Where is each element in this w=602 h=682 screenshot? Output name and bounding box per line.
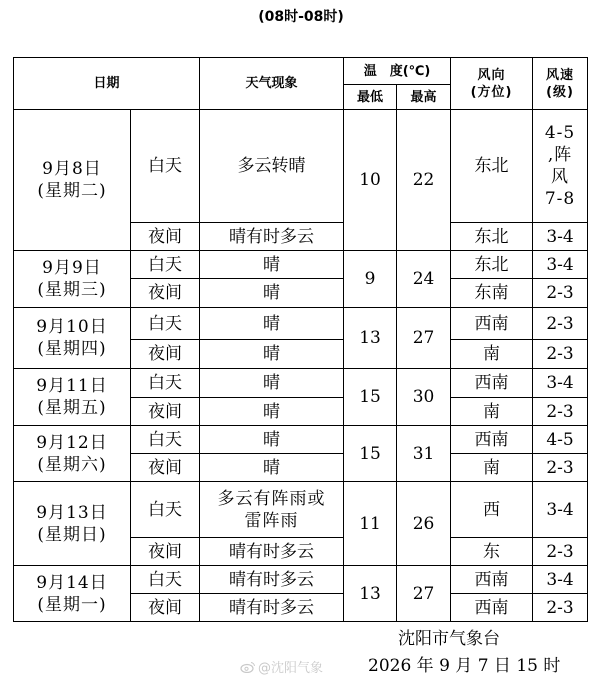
weather-cell: 晴 [200,369,344,398]
date-cell [14,110,131,251]
wind-direction-cell: 东南 [451,279,533,308]
wind-speed-cell: 2-3 [533,454,588,482]
header-wind-direction [451,58,533,110]
wind-speed-line: 7-8 [544,189,576,209]
period-cell: 夜间 [131,340,200,369]
wind-direction-cell: 东 [451,538,533,566]
watermark [240,657,323,676]
period-cell: 夜间 [131,398,200,426]
weekday-text: (星期日) [37,524,107,545]
temp-min-cell: 15 [344,369,397,426]
wind-speed-cell: 2-3 [533,398,588,426]
table-row [14,566,588,594]
wind-direction-cell: 南 [451,340,533,369]
weather-cell: 晴有时多云 [200,594,344,622]
weather-cell: 晴有时多云 [200,538,344,566]
wind-speed-cell [533,110,588,223]
temp-min-cell: 9 [344,251,397,308]
wind-speed-line: 风 [551,167,570,187]
temp-max-cell: 24 [397,251,451,308]
weather-cell: 晴 [200,454,344,482]
temp-min-cell: 11 [344,482,397,566]
weather-cell: 多云转晴 [200,110,344,223]
date-cell [14,566,131,622]
temp-min-cell: 13 [344,308,397,369]
date-text: 9月9日 [42,258,102,278]
period-cell: 夜间 [131,279,200,308]
temp-max-cell: 22 [397,110,451,251]
weekday-text: (星期六) [37,454,107,475]
wind-direction-cell: 西南 [451,308,533,340]
wind-direction-cell: 东北 [451,251,533,279]
table-row [14,308,588,340]
wind-speed-cell: 3-4 [533,369,588,398]
temp-max-cell: 27 [397,566,451,622]
wind-speed-cell: 2-3 [533,594,588,622]
period-cell: 夜间 [131,594,200,622]
header-temp-min: 最低 [344,85,397,110]
weather-cell: 晴 [200,251,344,279]
wind-direction-cell: 西南 [451,594,533,622]
header-wind-direction-line2: (方位) [470,84,513,100]
weather-line: 雷阵雨 [244,510,299,531]
temp-max-cell: 27 [397,308,451,369]
table-row [14,251,588,279]
header-wind-speed-line1: 风速 [546,67,575,83]
weekday-text: (星期一) [37,594,107,615]
wind-direction-cell: 南 [451,398,533,426]
watermark-text: @沈阳气象 [258,661,324,676]
temp-max-cell: 26 [397,482,451,566]
weather-cell: 晴 [200,398,344,426]
weather-cell [200,482,344,538]
header-weather: 天气现象 [200,58,344,110]
date-cell [14,308,131,369]
date-text: 9月10日 [36,317,108,337]
wind-speed-line: ,阵 [547,145,573,165]
wind-speed-cell: 3-4 [533,566,588,594]
weather-cell: 晴 [200,426,344,454]
wind-direction-cell: 西 [451,482,533,538]
date-text: 9月13日 [36,502,108,523]
weekday-text: (星期四) [37,339,107,359]
weekday-text: (星期二) [37,181,107,201]
wind-speed-cell: 3-4 [533,251,588,279]
wind-direction-cell: 东北 [451,223,533,251]
date-cell [14,482,131,566]
table-subtitle: (08时-08时) [258,9,344,25]
wind-speed-cell: 2-3 [533,538,588,566]
wind-speed-cell: 2-3 [533,279,588,308]
wind-direction-cell: 西南 [451,369,533,398]
wind-speed-line: 4-5 [544,123,576,143]
period-cell: 夜间 [131,538,200,566]
wind-speed-cell: 2-3 [533,308,588,340]
period-cell: 白天 [131,482,200,538]
header-date: 日期 [14,58,200,110]
header-temp-max: 最高 [397,85,451,110]
issue-datetime: 2026 年 9 月 7 日 15 时 [368,656,561,676]
period-cell: 白天 [131,369,200,398]
table-row [14,426,588,454]
period-cell: 白天 [131,251,200,279]
wind-direction-cell: 东北 [451,110,533,223]
period-cell: 白天 [131,308,200,340]
wind-speed-cell: 3-4 [533,223,588,251]
period-cell: 夜间 [131,223,200,251]
issuer-name: 沈阳市气象台 [398,629,500,649]
date-text: 9月8日 [42,159,102,179]
header-wind-speed-line2: (级) [546,84,574,100]
weather-cell: 晴 [200,279,344,308]
period-cell: 白天 [131,426,200,454]
header-wind-direction-line1: 风向 [477,67,506,83]
weather-cell: 晴有时多云 [200,223,344,251]
date-cell [14,369,131,426]
date-text: 9月14日 [36,572,108,593]
wind-direction-cell: 南 [451,454,533,482]
period-cell: 白天 [131,566,200,594]
temp-min-cell: 15 [344,426,397,482]
temp-min-cell: 10 [344,110,397,251]
header-wind-speed [533,58,588,110]
wind-speed-cell: 4-5 [533,426,588,454]
weather-line: 多云有阵雨或 [217,488,326,509]
forecast-table [13,57,588,622]
weather-cell: 晴有时多云 [200,566,344,594]
header-temperature: 温 度(℃) [344,58,451,85]
weibo-icon [240,661,256,673]
table-row [14,369,588,398]
weekday-text: (星期三) [37,280,107,300]
date-cell [14,251,131,308]
date-cell [14,426,131,482]
period-cell: 白天 [131,110,200,223]
weather-cell: 晴 [200,308,344,340]
table-row [14,110,588,223]
temp-max-cell: 31 [397,426,451,482]
wind-direction-cell: 西南 [451,426,533,454]
table-row [14,482,588,538]
wind-direction-cell: 西南 [451,566,533,594]
period-cell: 夜间 [131,454,200,482]
date-text: 9月11日 [36,376,108,396]
wind-speed-cell: 3-4 [533,482,588,538]
weather-cell: 晴 [200,340,344,369]
temp-max-cell: 30 [397,369,451,426]
date-text: 9月12日 [36,432,108,453]
temp-min-cell: 13 [344,566,397,622]
wind-speed-cell: 2-3 [533,340,588,369]
weekday-text: (星期五) [37,398,107,418]
